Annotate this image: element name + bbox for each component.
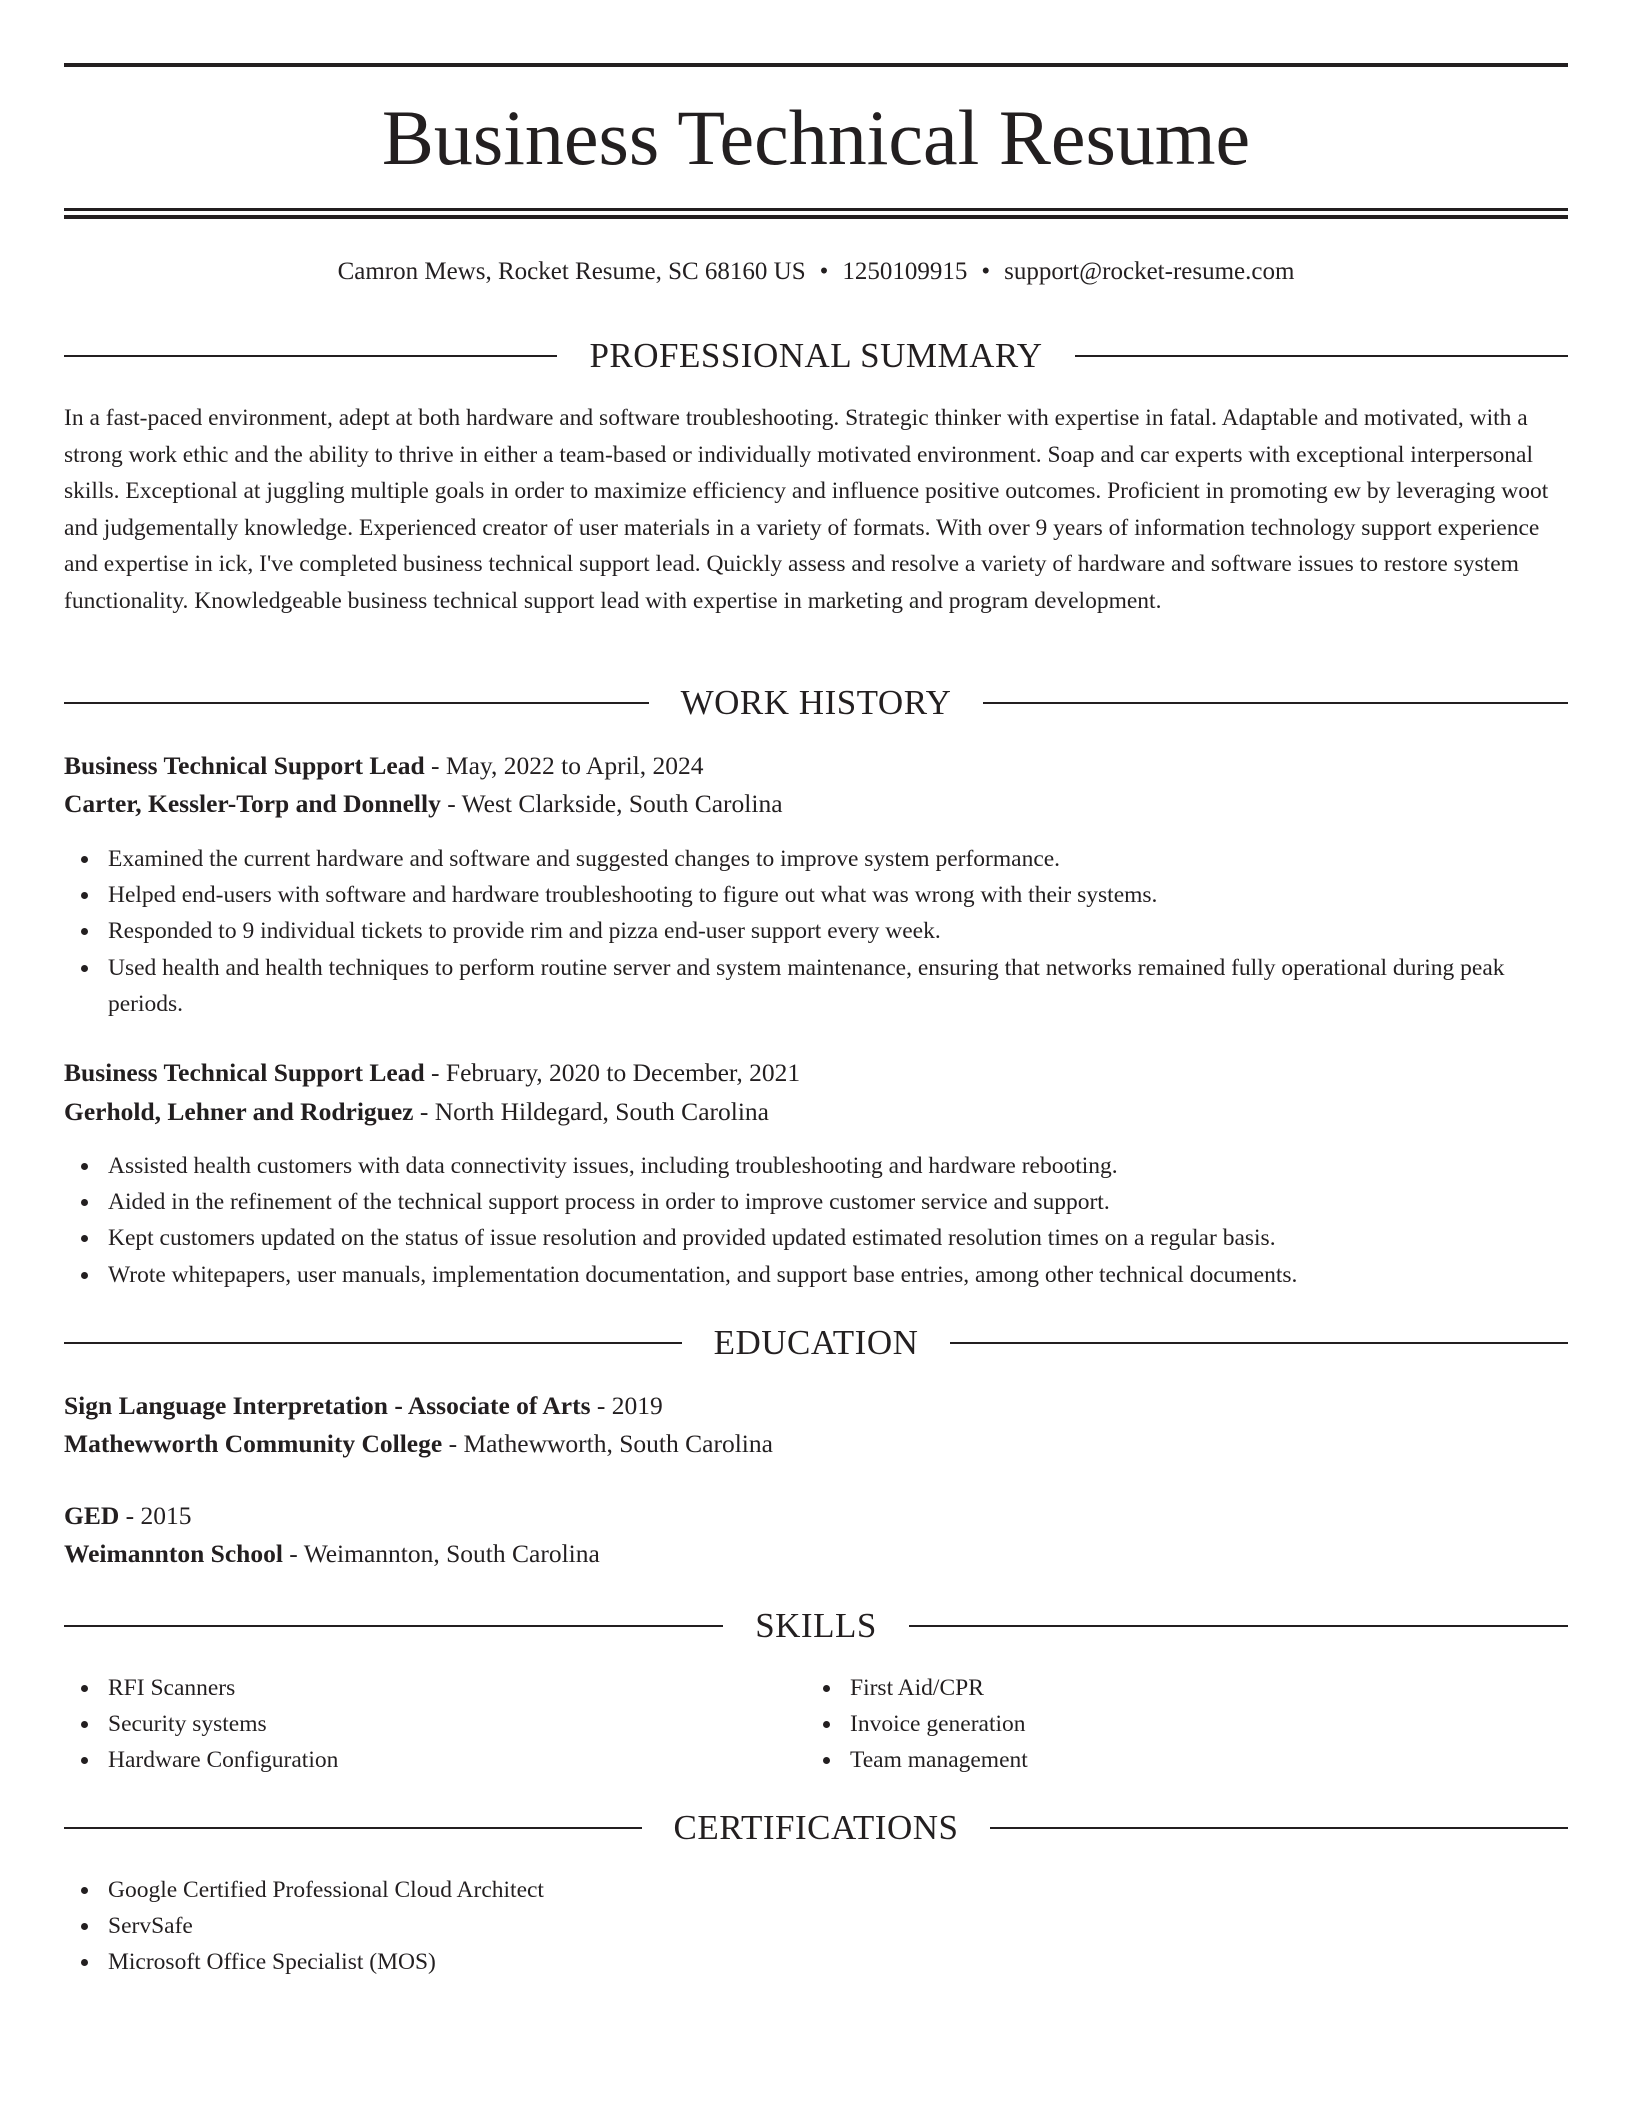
contact-address: Camron Mews, Rocket Resume, SC 68160 US [337, 258, 806, 285]
section-title: SKILLS [755, 1606, 877, 1645]
list-item: Team management [806, 1742, 1506, 1778]
section-rule [1075, 355, 1568, 357]
education-location: - Mathewworth, South Carolina [442, 1429, 773, 1458]
contact-line [64, 254, 1568, 290]
section-title: CERTIFICATIONS [673, 1808, 959, 1847]
list-item: Kept customers updated on the status of issue resolution and provided updated estimated resolution times on a regular basis. [64, 1220, 1568, 1256]
top-rule [64, 63, 1568, 67]
section-rule [909, 1625, 1568, 1627]
list-item: Wrote whitepapers, user manuals, implementation documentation, and support base entries, among other technical documents. [64, 1257, 1568, 1293]
job-dates: - May, 2022 to April, 2024 [424, 751, 704, 780]
job-company-line [64, 1094, 1568, 1130]
resume-title: Business Technical Resume [381, 94, 1251, 181]
job-location: - West Clarkside, South Carolina [440, 789, 783, 818]
list-item: First Aid/CPR [806, 1670, 1506, 1706]
list-item: Used health and health techniques to perform routine server and system maintenance, ensuring that networks remained fully operational during peak periods. [64, 950, 1568, 1022]
job-bullets [64, 1148, 1568, 1293]
contact-separator: • [819, 258, 829, 285]
list-item: Examined the current hardware and software and suggested changes to improve system performance. [64, 841, 1568, 877]
title-rule-lower [64, 215, 1568, 219]
job-title-line [64, 748, 1568, 784]
list-item: Invoice generation [806, 1706, 1506, 1742]
list-item: Google Certified Professional Cloud Architect [64, 1872, 1568, 1908]
education-degree: GED [64, 1501, 120, 1530]
list-item: ServSafe [64, 1908, 1568, 1944]
education-year: - 2019 [590, 1391, 663, 1420]
section-rule [64, 1342, 682, 1344]
education-degree-line [64, 1498, 1568, 1534]
education-year: - 2015 [119, 1501, 192, 1530]
list-item: RFI Scanners [64, 1670, 764, 1706]
list-item: Hardware Configuration [64, 1742, 764, 1778]
job-location: - North Hildegard, South Carolina [413, 1097, 769, 1126]
section-title: EDUCATION [713, 1323, 919, 1362]
job-bullets [64, 841, 1568, 1022]
skills-list-right [806, 1670, 1506, 1778]
list-item: Security systems [64, 1706, 764, 1742]
section-rule [950, 1342, 1568, 1344]
section-header-education [64, 1321, 1568, 1365]
education-degree: Sign Language Interpretation - Associate of Arts [64, 1391, 591, 1420]
education-location: - Weimannton, South Carolina [282, 1539, 600, 1568]
section-rule [64, 702, 649, 704]
list-item: Microsoft Office Specialist (MOS) [64, 1944, 1568, 1980]
job-company: Carter, Kessler-Torp and Donnelly [64, 789, 441, 818]
section-header-summary [64, 334, 1568, 378]
certifications-list [64, 1872, 1568, 1980]
section-header-skills [64, 1604, 1568, 1648]
job-title-line [64, 1055, 1568, 1091]
summary-text: In a fast-paced environment, adept at both hardware and software troubleshooting. Strategic thinker with expertise in fatal. Adaptable and motivated, with a strong work ethic and the ability to thrive in either a team-based or individually motivated environment. Soap and car experts with exceptional interpersonal skills. Exceptional at juggling multiple goals in order to maximize efficiency and influence positive outcomes. Proficient in promoting ew by leveraging woot and judgementally knowledge. Experienced creator of user materials in a variety of formats. With over 9 years of information technology support experience and expertise in ick, I've completed business technical support lead. Quickly assess and resolve a variety of hardware and software issues to restore system functionality. Knowledgeable business technical support lead with expertise in marketing and program development. [64, 405, 1549, 614]
job-company-line [64, 786, 1568, 822]
job-dates: - February, 2020 to December, 2021 [424, 1058, 801, 1087]
skills-list-left [64, 1670, 764, 1778]
section-header-certifications [64, 1806, 1568, 1850]
contact-email: support@rocket-resume.com [1004, 258, 1295, 285]
contact-phone: 1250109915 [842, 258, 968, 285]
section-rule [64, 1827, 642, 1829]
education-school: Mathewworth Community College [64, 1429, 443, 1458]
job-title: Business Technical Support Lead [64, 751, 425, 780]
section-title: WORK HISTORY [680, 683, 952, 722]
list-item: Aided in the refinement of the technical support process in order to improve customer service and support. [64, 1184, 1568, 1220]
education-school: Weimannton School [64, 1539, 283, 1568]
list-item: Helped end-users with software and hardware troubleshooting to figure out what was wrong with their systems. [64, 877, 1568, 913]
education-school-line [64, 1426, 1568, 1462]
section-rule [64, 355, 557, 357]
section-title: PROFESSIONAL SUMMARY [589, 336, 1043, 375]
title-rule-upper [64, 208, 1568, 211]
section-header-work-history [64, 681, 1568, 725]
section-rule [64, 1625, 723, 1627]
section-rule [983, 702, 1568, 704]
education-school-line [64, 1536, 1568, 1572]
education-degree-line [64, 1388, 1568, 1424]
list-item: Assisted health customers with data connectivity issues, including troubleshooting and hardware rebooting. [64, 1148, 1568, 1184]
section-rule [990, 1827, 1568, 1829]
job-company: Gerhold, Lehner and Rodriguez [64, 1097, 414, 1126]
job-title: Business Technical Support Lead [64, 1058, 425, 1087]
contact-separator: • [981, 258, 991, 285]
list-item: Responded to 9 individual tickets to provide rim and pizza end-user support every week. [64, 913, 1568, 949]
